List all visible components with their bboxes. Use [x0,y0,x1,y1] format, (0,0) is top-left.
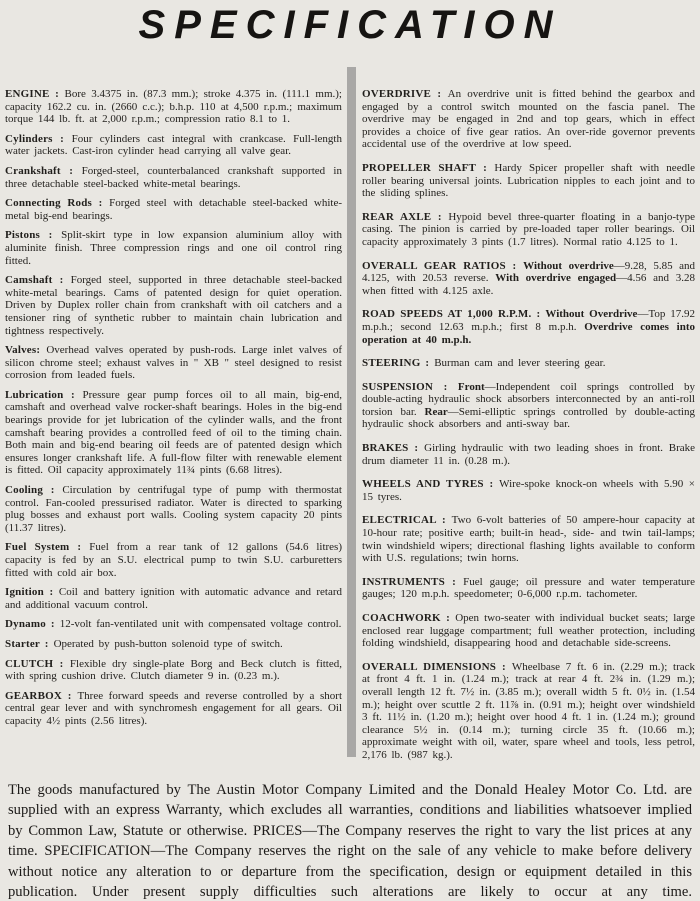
spec-paragraph [5,638,342,651]
spec-paragraph [5,389,342,477]
spec-heading: Fuel System : [5,541,90,554]
spec-text: Hypoid bevel three-quarter floating in a banjo-type casing. The pinion is carried by pre-loaded taper roller bearings. Oil capacity approximately 3 pints (1.7 litres). Normal ratio 4.125 to 1. [362,210,695,248]
spec-heading: PROPELLER SHAFT : [362,161,495,174]
spec-heading: COACHWORK : [362,612,456,624]
spec-text: Forged steel with detachable steel-backed white-metal big-end bearings. [5,197,342,222]
spec-heading: Starter : [5,637,54,650]
spec-heading: REAR AXLE : [362,210,449,223]
spec-heading: ELECTRICAL : [362,514,452,527]
spec-text: Forged-steel, counterbalanced crankshaft supported in three detachable steel-backed white-metal bearings. [5,164,342,190]
spec-paragraph [5,197,342,222]
spec-heading: Dynamo : [5,618,60,631]
spec-heading: OVERALL GEAR RATIOS : [362,259,524,272]
spec-heading: Crankshaft : [5,164,82,177]
spec-text: Wheelbase 7 ft. 6 in. (2.29 m.); track at front 4 ft. 1 in. (1.24 m.); track at rear 4 ft. 2¾ in. (1.29 m.); overall length 12 ft. 7½ in. (3.85 m.); overall width 5 ft. 0½ in. (1.54 m.); height over scuttle 2 ft. 11⅞ in. (0.91 m.); height over windshield 3 ft. 11½ in. (1.20 m.); height over hood 4 ft. 1 in. (1.24 m.); ground clearance 5½ in. (0.14 m.); turning circle 35 ft. (10.66 m.); approximate weight with oil, water, spare wheel and tools, less petrol, 2,176 lb. (987 kg.). [362,660,695,761]
spec-text: —9.28, 5.85 and 4.125, with 20.53 reverse. [362,259,695,285]
spec-paragraph [5,484,342,534]
spec-heading: Cylinders : [5,132,72,145]
spec-text: —4.56 and 3.28 when fitted with 4.125 axle. [362,272,696,297]
spec-heading: Cooling : [5,484,63,497]
spec-paragraph [5,88,342,126]
spec-paragraph [362,88,695,151]
spec-heading: OVERDRIVE : [362,88,448,100]
spec-heading: CLUTCH : [5,657,70,670]
spec-bold-text: Without Overdrive [545,308,638,321]
spec-text: —Top 17.92 m.p.h.; second 12.63 m.p.h.; first 8 m.p.h. [362,308,695,333]
spec-paragraph [5,165,342,190]
spec-paragraph [5,541,342,579]
spec-paragraph [5,658,342,683]
spec-text: Split-skirt type in low expansion aluminium alloy with aluminite finish. Three compression rings and one oil control ring fitted. [5,229,342,267]
spec-text: —Semi-elliptic springs controlled by double-acting hydraulic shock absorbers and anti-sway bar. [362,405,695,431]
spec-paragraph [362,211,695,249]
spec-paragraph [5,586,342,611]
spec-text: Forged steel, supported in three detachable steel-backed white-metal bearings. Cams of patented design for quiet operation. Driven by Duplex roller chain from crankshaft with oil catchers and a tensioner ring of synthetic rubber to maintain chain lubrication and tightness respectively. [5,274,342,337]
spec-paragraph [5,229,342,267]
spec-text: Coil and battery ignition with automatic advance and retard and additional vacuum control. [5,586,342,611]
spec-heading: WHEELS AND TYRES : [362,478,500,491]
spec-text: Open two-seater with individual bucket seats; large enclosed rear luggage compartment; full weather protection, including folding windshield, disappearing hood and detachable side-screens. [362,612,695,650]
spec-bold-text: With overdrive engaged [495,272,617,285]
spec-paragraph [362,357,695,370]
spec-text: Girling hydraulic with two leading shoes in front. Brake drum diameter 11 in. (0.28 m.). [362,442,695,467]
spec-bold-text: Without overdrive [523,259,614,272]
spec-text: Flexible dry single-plate Borg and Beck clutch is fitted, with spring cushion drive. Clutch diameter 9 in. (0.23 m.). [5,657,342,683]
spec-text: Bore 3.4375 in. (87.3 mm.); stroke 4.375 in. (111.1 mm.); capacity 162.2 cu. in. (2660 c.c.); b.h.p. 110 at 4,500 r.p.m.; maximum torque 144 lb. ft. at 2,000 r.p.m.; compression ratio 8.1 to 1. [5,88,342,126]
spec-text: Fuel gauge; oil pressure and water temperature gauges; 120 m.p.h. speedometer; 0-6,000 r.p.m. tachometer. [362,575,695,601]
spec-paragraph [362,478,695,503]
spec-text: Operated by push-button solenoid type of switch. [53,637,283,650]
spec-bold-text: Rear [424,405,448,418]
spec-paragraph [362,576,695,601]
spec-text: —Independent coil springs controlled by double-acting hydraulic shock absorbers interconnected by an anti-roll torsion bar. [362,380,695,418]
spec-paragraph [362,260,695,298]
spec-heading: SUSPENSION : [362,380,458,393]
spec-heading: OVERALL DIMENSIONS : [362,660,512,673]
spec-paragraph [362,381,695,431]
spec-paragraph [362,442,695,467]
column-gap [342,88,362,773]
spec-text: Pressure gear pump forces oil to all main, big-end, camshaft and overhead valve rocker-shaft bearings. Holes in the big-end bearings provide for jet lubrication of the cylinder walls, and the front camshaft bearing provides a controlled feed of oil to the timing chain. Both main and big-end bearing oil feeds are of patented design which ensures longer crankshaft life. A full-flow filter with renewable element is fitted. Oil capacity approximately 11¾ pints (6.68 litres). [5,388,342,477]
spec-paragraph [362,661,695,762]
spec-paragraph [5,274,342,337]
spec-column-left [5,88,342,773]
spec-heading: Ignition : [5,586,59,599]
spec-text: Overhead valves operated by push-rods. Large inlet valves of silicon chrome steel; exhaust valves in " XB " steel designed to resist corrosion from leaded fuels. [5,344,342,382]
spec-text: Three forward speeds and reverse controlled by a short central gear lever and with synchromesh engagement for all gears. Oil capacity 4½ pints (2.56 litres). [5,689,343,727]
spec-text: Wire-spoke knock-on wheels with 5.90 × 15 tyres. [362,478,695,503]
spec-bold-text: Front [457,380,485,393]
spec-paragraph [362,162,695,200]
spec-heading: INSTRUMENTS : [362,575,464,588]
spec-text: An overdrive unit is fitted behind the gearbox and engaged by a control switch mounted on the fascia panel. The overdrive may be engaged in 2nd and top gears, which in effect provides a choice of five gear ratios. An over-ride governor prevents accidental use of the overdrive at low speed. [362,88,695,151]
spec-paragraph [5,690,342,728]
spec-heading: BRAKES : [362,442,425,455]
spec-paragraph [5,133,342,158]
warranty-footer: The goods manufactured by The Austin Motor Company Limited and the Donald Healey Motor Co. Ltd. are supplied with an express Warranty, which excludes all warranties, conditions and liabilities whatsoever implied by Common Law, Statute or otherwise. PRICES—The Company reserves the right to vary the list prices at any time. SPECIFICATION—The Company reserves the right on the sale of any vehicle to make before delivery without notice any alteration to or departure from the specification, design or equipment detailed in this publication. Under present supply difficulties such alterations are likely to occur at any time. [8,782,692,901]
spec-heading: ENGINE : [5,88,65,100]
spec-paragraph [5,344,342,382]
spec-text: Two 6-volt batteries of 50 ampere-hour capacity at 10-hour rate; positive earth; built-in head-, side- and twin tail-lamps; twin windshield wipers; directional flashing lights available to conform with U.S. regulations; twin horns. [362,514,695,565]
spec-text: Four cylinders cast integral with crankcase. Full-length water jackets. Cast-iron cylinder head carrying all valve gear. [5,132,342,158]
spec-paragraph [5,618,342,631]
page-title: SPECIFICATION [138,3,562,47]
spec-text: Burman cam and lever steering gear. [434,357,606,370]
spec-paragraph [362,308,695,346]
spec-text: Hardy Spicer propeller shaft with needle roller bearing universal joints. Lubrication nipples to each joint and to the sliding splines. [362,161,696,200]
spec-text: Fuel from a rear tank of 12 gallons (54.6 litres) capacity is fed by an S.U. electrical pump to twin S.U. carburetters fitted with cold air box. [5,541,342,579]
spec-bold-text: Overdrive comes into operation at 40 m.p.h. [362,320,695,346]
spec-heading: ROAD SPEEDS AT 1,000 R.P.M. : [362,308,546,321]
spec-heading: Pistons : [5,229,62,242]
spec-heading: Lubrication : [5,388,83,401]
spec-heading: Valves: [5,344,47,357]
spec-text: Circulation by centrifugal type of pump with thermostat control. Fan-cooled pressurised radiator. Water is directed to sparking plug bosses and exhaust port walls. Cooling system capacity 20 pints (11.37 litres). [5,484,342,534]
spec-heading: Connecting Rods : [5,197,110,210]
spec-heading: Camshaft : [5,274,71,287]
spec-column-right [362,88,695,773]
spec-paragraph [362,612,695,650]
spec-heading: GEARBOX : [5,689,78,702]
spec-paragraph [362,514,695,564]
spec-heading: STEERING : [362,357,435,370]
spec-columns [0,88,700,773]
spec-text: 12-volt fan-ventilated unit with compensated voltage control. [59,618,342,631]
